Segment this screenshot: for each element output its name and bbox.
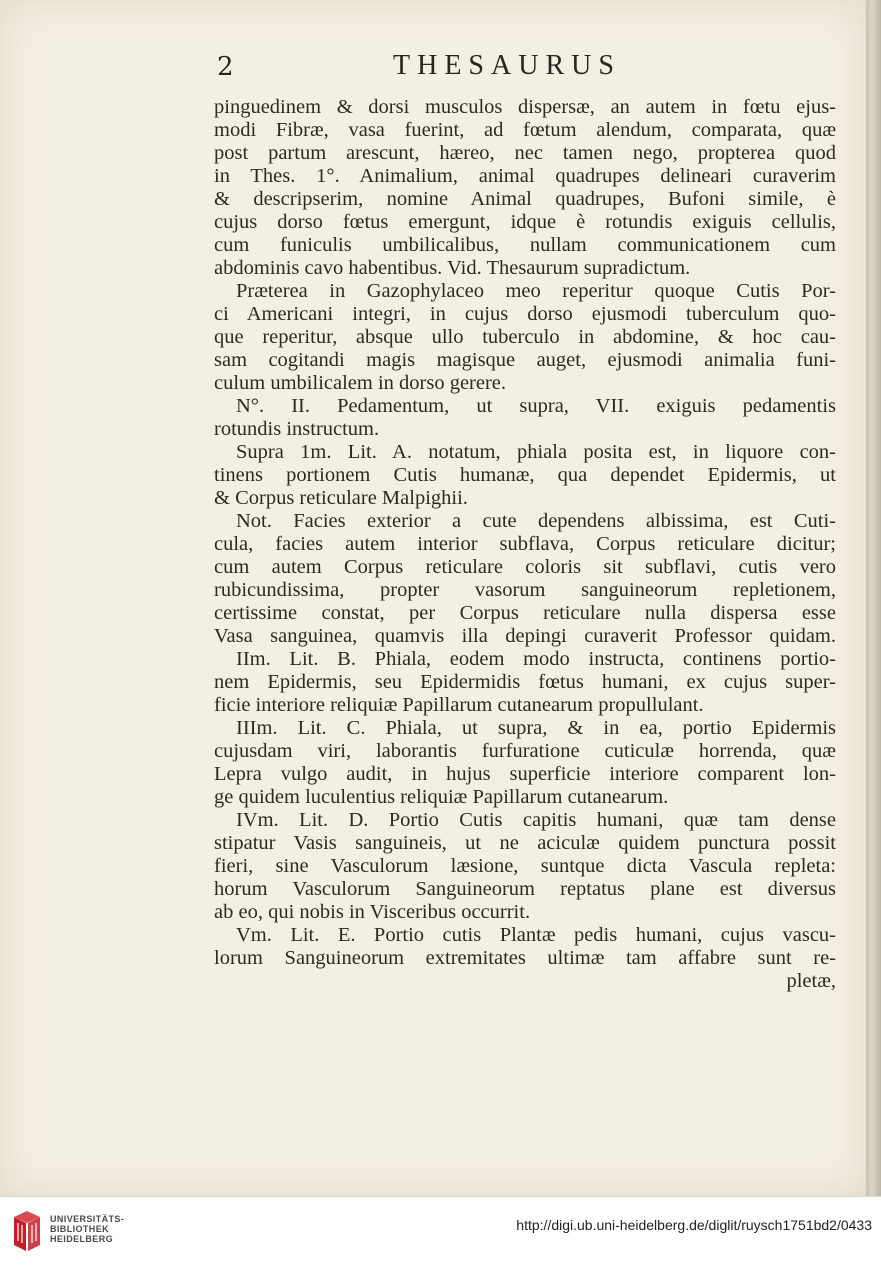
text-line: rubicundissima, propter vasorum sanguineorum repletionem, <box>214 579 836 601</box>
library-name-line: UNIVERSITÄTS- <box>50 1214 125 1224</box>
text-line: cujus dorso fœtus emergunt, idque è rotundis exiguis cellulis, <box>214 211 836 233</box>
text-line: Lepra vulgo audit, in hujus superficie interiore comparent lon- <box>214 763 836 785</box>
text-line: certissime constat, per Corpus reticulare nulla dispersa esse <box>214 602 836 624</box>
text-line: Supra 1m. Lit. A. notatum, phiala posita est, in liquore con- <box>236 441 836 463</box>
footer-bar <box>0 1196 881 1265</box>
text-line: que reperitur, absque ullo tuberculo in abdomine, & hoc cau- <box>214 326 836 348</box>
text-line: ci Americani integri, in cujus dorso ejusmodi tuberculum quo- <box>214 303 836 325</box>
text-line: lorum Sanguineorum extremitates ultimæ tam affabre sunt re- <box>214 947 836 969</box>
running-head <box>0 50 866 90</box>
text-line: sam cogitandi magis magisque auget, ejusmodi animalia funi- <box>214 349 836 371</box>
text-line: tinens portionem Cutis humanæ, qua dependet Epidermis, ut <box>214 464 836 486</box>
text-line: & descripserim, nomine Animal quadrupes, Bufoni simile, è <box>214 188 836 210</box>
text-line: ge quidem luculentius reliquiæ Papillarum cutanearum. <box>214 786 669 808</box>
text-line: cujusdam viri, laborantis furfuratione cuticulæ horrenda, quæ <box>214 740 836 762</box>
library-name-line: BIBLIOTHEK <box>50 1224 109 1234</box>
text-line: modi Fibræ, vasa fuerint, ad fœtum alendum, comparata, quæ <box>214 119 836 141</box>
text-line: N°. II. Pedamentum, ut supra, VII. exiguis pedamentis <box>236 395 836 417</box>
text-line: Præterea in Gazophylaceo meo reperitur quoque Cutis Por- <box>236 280 836 302</box>
text-line: abdominis cavo habentibus. Vid. Thesaurum supradictum. <box>214 257 691 279</box>
text-line: cula, facies autem interior subflava, Corpus reticulare dicitur; <box>214 533 836 555</box>
text-line: pinguedinem & dorsi musculos dispersæ, an autem in fœtu ejus- <box>214 96 836 118</box>
text-line: IIIm. Lit. C. Phiala, ut supra, & in ea, portio Epidermis <box>236 717 836 739</box>
text-line: culum umbilicalem in dorso gerere. <box>214 372 507 394</box>
text-line: ficie interiore reliquiæ Papillarum cutanearum propullulant. <box>214 694 704 716</box>
text-line: Vasa sanguinea, quamvis illa depingi curaverit Professor quidam. <box>214 625 836 647</box>
text-line: ab eo, qui nobis in Visceribus occurrit. <box>214 901 531 923</box>
text-line: post partum arescunt, hæreo, nec tamen nego, propterea quod <box>214 142 836 164</box>
page-number: 2 <box>217 52 234 82</box>
text-line: nem Epidermis, seu Epidermidis fœtus humani, ex cujus super- <box>214 671 836 693</box>
text-line: horum Vasculorum Sanguineorum reptatus plane est diversus <box>214 878 836 900</box>
page-edge <box>866 0 881 1196</box>
library-name-line: HEIDELBERG <box>50 1234 114 1244</box>
text-body <box>214 96 836 993</box>
source-url-link[interactable]: http://digi.ub.uni-heidelberg.de/diglit/ruysch1751bd2/0433 <box>516 1217 872 1233</box>
text-line: cum autem Corpus reticulare coloris sit subflavi, cutis vero <box>214 556 836 578</box>
text-line: fieri, sine Vasculorum læsione, suntque dicta Vascula repleta: <box>214 855 836 877</box>
text-line: Not. Facies exterior a cute dependens albissima, est Cuti- <box>236 510 836 532</box>
text-line: cum funiculis umbilicalibus, nullam communicationem cum <box>214 234 836 256</box>
text-line: rotundis instructum. <box>214 418 380 440</box>
text-line: & Corpus reticulare Malpighii. <box>214 487 468 509</box>
library-name[interactable] <box>50 1214 124 1244</box>
running-title: THESAURUS <box>393 50 621 81</box>
text-line: IIm. Lit. B. Phiala, eodem modo instructa, continens portio- <box>236 648 836 670</box>
text-line: stipatur Vasis sanguineis, ut ne aciculæ quidem punctura possit <box>214 832 836 854</box>
text-line: Vm. Lit. E. Portio cutis Plantæ pedis humani, cujus vascu- <box>236 924 836 946</box>
text-line: in Thes. 1°. Animalium, animal quadrupes delineari curaverim <box>214 165 836 187</box>
library-logo-icon[interactable] <box>10 1209 44 1253</box>
text-line: pletæ, <box>786 970 836 992</box>
text-line: IVm. Lit. D. Portio Cutis capitis humani, quæ tam dense <box>236 809 836 831</box>
